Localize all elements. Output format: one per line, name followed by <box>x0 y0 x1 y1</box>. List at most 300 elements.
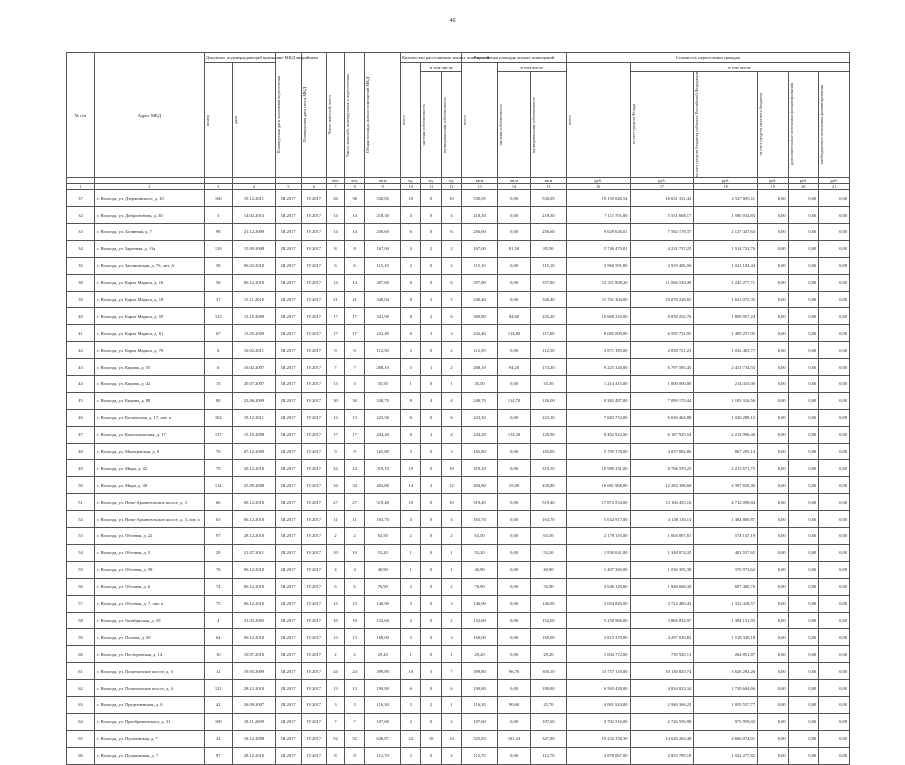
table-cell: 121 <box>204 680 232 697</box>
table-cell: III.2017 <box>276 190 302 207</box>
table-cell: 15 <box>204 376 232 393</box>
table-cell: 0 <box>421 342 441 359</box>
table-cell: III.2017 <box>276 544 302 561</box>
table-cell: 0,00 <box>758 426 789 443</box>
table-cell: 17 <box>344 426 364 443</box>
table-cell: 0,00 <box>788 257 819 274</box>
table-cell: 2 178 155,00 <box>566 528 630 545</box>
table-cell: 2 214 996,46 <box>694 426 758 443</box>
table-cell: 0,00 <box>497 274 530 291</box>
header-count-group: Количество расселяемых жилых помещений <box>401 53 462 63</box>
column-number-cell: 12 <box>441 184 461 190</box>
table-cell: 17 <box>327 325 345 342</box>
table-cell: 0,00 <box>819 494 850 511</box>
table-cell: 407,60 <box>365 274 401 291</box>
table-cell: 29,20 <box>365 646 401 663</box>
table-cell: 112,50 <box>365 342 401 359</box>
table-cell: 0,00 <box>819 460 850 477</box>
table-cell: 0,00 <box>497 224 530 241</box>
table-cell: 2 <box>327 646 345 663</box>
table-cell: 29 <box>204 544 232 561</box>
table-cell: 146,90 <box>462 595 498 612</box>
table-cell: IV.2017 <box>301 325 327 342</box>
table-cell: 11 701 304,00 <box>566 291 630 308</box>
table-cell: 97 <box>204 528 232 545</box>
table-cell: 2 919 406,56 <box>630 257 694 274</box>
table-cell: 867 295,14 <box>694 443 758 460</box>
table-cell: 1 <box>401 561 421 578</box>
table-cell: 0 <box>421 274 441 291</box>
table-cell: 63,50 <box>365 528 401 545</box>
table-cell: III.2017 <box>276 747 302 764</box>
table-cell: 40 <box>67 308 95 325</box>
table-cell: 8 282 487,00 <box>566 392 630 409</box>
table-cell: 0,00 <box>819 224 850 241</box>
table-cell: 6 <box>401 426 421 443</box>
table-cell: 10 <box>421 730 441 747</box>
table-cell: г. Вологда, ул. Октябрьская, д. 59 <box>95 612 205 629</box>
table-cell: 439,80 <box>531 477 567 494</box>
table-cell: 494,80 <box>462 477 498 494</box>
table-cell: 340,04 <box>365 291 401 308</box>
table-cell: 53,20 <box>531 544 567 561</box>
table-cell: 24 <box>344 663 364 680</box>
column-number-cell: 8 <box>344 184 364 190</box>
table-cell: IV.2017 <box>301 528 327 545</box>
column-number-cell: 13 <box>462 184 498 190</box>
table-cell: IV.2017 <box>301 291 327 308</box>
table-cell: г. Вологда, ул. Пугачевская, д. 7 <box>95 730 205 747</box>
table-cell: г. Вологда, ул. Преображенского, д. 31 <box>95 713 205 730</box>
table-cell: 0,00 <box>819 325 850 342</box>
table-cell: 0 <box>421 646 441 663</box>
table-cell: 3 871 185,00 <box>566 342 630 359</box>
table-cell: 256,60 <box>531 224 567 241</box>
table-cell: 94,20 <box>497 359 530 376</box>
unit-cell: руб. <box>788 178 819 184</box>
table-cell: 2 213 671,75 <box>694 460 758 477</box>
table-cell: г. Вологда, ул. Добролюбова, д. 30 <box>95 207 205 224</box>
header-total-area: Общая площадь жилых помещений МКД <box>365 77 371 154</box>
table-cell: IV.2017 <box>301 240 327 257</box>
table-cell: 399,80 <box>462 663 498 680</box>
table-cell: 2 646 129,00 <box>566 578 630 595</box>
table-cell: 0,00 <box>497 409 530 426</box>
table-cell: 63,50 <box>531 528 567 545</box>
table-cell: 0,00 <box>819 376 850 393</box>
table-cell: 181,34 <box>497 730 530 747</box>
table-cell: 0,00 <box>819 544 850 561</box>
table-cell: 4 837 882,86 <box>630 443 694 460</box>
table-row <box>67 494 850 511</box>
table-cell: 7 111 701,00 <box>566 207 630 224</box>
table-cell: 1 <box>441 696 461 713</box>
table-cell: 0,00 <box>819 747 850 764</box>
table-row <box>67 747 850 764</box>
table-cell: 169,00 <box>531 629 567 646</box>
table-cell: 0,00 <box>758 409 789 426</box>
table-cell: 1 <box>441 646 461 663</box>
table-cell: 6 <box>401 224 421 241</box>
table-cell: 0,00 <box>497 291 530 308</box>
table-cell: 70 <box>204 443 232 460</box>
table-cell: III.2017 <box>276 291 302 308</box>
table-cell: 20.07.2007 <box>232 376 275 393</box>
table-cell: 0,00 <box>758 392 789 409</box>
table-row <box>67 680 850 697</box>
table-cell: 165,80 <box>531 443 567 460</box>
table-cell: 9 <box>327 443 345 460</box>
table-cell: 37 <box>67 190 95 207</box>
table-row <box>67 646 850 663</box>
table-cell: 0,00 <box>819 308 850 325</box>
table-cell: 6 <box>344 578 364 595</box>
table-cell: 525,83 <box>462 730 498 747</box>
table-cell: III.2017 <box>276 308 302 325</box>
table-cell: г. Вологда, ул. Обозная, д. 58 <box>95 561 205 578</box>
table-cell: 739 920,13 <box>630 646 694 663</box>
table-cell: III.2017 <box>276 612 302 629</box>
table-cell: 19.12.2011 <box>232 409 275 426</box>
table-cell: 8 <box>327 747 345 764</box>
table-cell: III.2017 <box>276 325 302 342</box>
table-cell: г. Вологда, ул. Кирова, д. 35 <box>95 359 205 376</box>
table-cell: 0,00 <box>819 240 850 257</box>
table-cell: 8 <box>401 291 421 308</box>
table-cell: 4 297 020,82 <box>630 629 694 646</box>
table-cell: IV.2017 <box>301 224 327 241</box>
table-cell: 8 <box>327 240 345 257</box>
table-cell: 56 <box>67 578 95 595</box>
table-cell: 190,80 <box>462 680 498 697</box>
table-cell: 8 <box>401 392 421 409</box>
table-cell: 38 <box>67 274 95 291</box>
table-cell: 4 <box>441 426 461 443</box>
table-cell: 5 <box>441 291 461 308</box>
table-cell: 100 <box>204 713 232 730</box>
table-cell: 34 <box>67 240 95 257</box>
table-cell: 8 085 009,00 <box>566 325 630 342</box>
table-cell: 0,00 <box>788 511 819 528</box>
table-cell: 1 623 075,35 <box>694 291 758 308</box>
table-cell: 4 <box>204 612 232 629</box>
table-cell: 319,10 <box>531 460 567 477</box>
table-cell: 116,30 <box>462 696 498 713</box>
table-cell: 6 <box>441 224 461 241</box>
table-cell: 0,00 <box>788 528 819 545</box>
table-cell: 4 <box>327 561 345 578</box>
table-row <box>67 359 850 376</box>
table-cell: 13.10.2008 <box>232 308 275 325</box>
table-cell: 13.05.2009 <box>232 325 275 342</box>
table-cell: г. Вологда, ул. Предтеченская, д. 6 <box>95 696 205 713</box>
table-cell: 7 <box>327 713 345 730</box>
table-cell: 2 <box>441 747 461 764</box>
table-cell: 107,60 <box>365 713 401 730</box>
table-cell: 1 214 415,00 <box>566 376 630 393</box>
table-cell: 3 <box>421 663 441 680</box>
table-cell: IV.2017 <box>301 443 327 460</box>
table-cell: 165,80 <box>462 443 498 460</box>
table-cell: 530,05 <box>365 190 401 207</box>
table-cell: 23.06.2009 <box>232 392 275 409</box>
table-cell: 06.12.2010 <box>232 511 275 528</box>
table-cell: 0 <box>421 190 441 207</box>
unit-cell: чел. <box>344 178 364 184</box>
table-cell: 37 <box>204 291 232 308</box>
table-cell: 3 <box>441 595 461 612</box>
table-cell: 309,80 <box>462 308 498 325</box>
table-cell: 3 <box>327 696 345 713</box>
header-planned-demolition: Планируемая дата сноса МКД <box>301 87 307 143</box>
table-cell: 7 099 170,44 <box>630 392 694 409</box>
table-cell: 3 <box>441 629 461 646</box>
table-cell: 3 <box>421 291 441 308</box>
table-cell: 06.12.2010 <box>232 578 275 595</box>
table-cell: 163,70 <box>531 511 567 528</box>
table-cell: 152,60 <box>365 612 401 629</box>
table-cell: 13 <box>327 376 345 393</box>
table-cell: 46 <box>67 409 95 426</box>
table-cell: 0 <box>421 561 441 578</box>
table-cell: 0,00 <box>758 713 789 730</box>
table-cell: III.2017 <box>276 511 302 528</box>
table-cell: 5 632 917,00 <box>566 511 630 528</box>
table-cell: 40,90 <box>365 561 401 578</box>
table-cell: 0,00 <box>788 747 819 764</box>
table-cell: 64 <box>67 713 95 730</box>
table-cell: 50 <box>67 477 95 494</box>
table-cell: 0,00 <box>819 477 850 494</box>
header-count-total: всего <box>401 115 407 125</box>
table-cell: 6 565 428,00 <box>566 680 630 697</box>
table-cell: г. Вологда, ул. Заречная, д. 11а <box>95 240 205 257</box>
column-number-cell: 20 <box>788 184 819 190</box>
table-cell: 223,30 <box>462 409 498 426</box>
table-cell: 0,00 <box>758 578 789 595</box>
unit-cell: руб. <box>758 178 789 184</box>
table-cell: 0,00 <box>497 494 530 511</box>
table-cell: 6 <box>327 257 345 274</box>
table-cell: 0,00 <box>819 359 850 376</box>
table-cell: 84,60 <box>497 308 530 325</box>
table-cell: 1 022 277,82 <box>694 747 758 764</box>
table-cell: IV.2017 <box>301 713 327 730</box>
table-cell: 494,80 <box>365 477 401 494</box>
table-cell: г. Вологда, ул. Дзержинского, д. 10 <box>95 190 205 207</box>
table-cell: IV.2017 <box>301 207 327 224</box>
table-cell: 1 <box>441 376 461 393</box>
table-cell: 4 001 924,00 <box>566 696 630 713</box>
header-doc-number: номер <box>204 114 210 126</box>
header-cost-total: всего <box>566 115 572 125</box>
table-cell: 0,00 <box>788 325 819 342</box>
table-cell: 0,00 <box>819 511 850 528</box>
table-cell: 638,87 <box>365 730 401 747</box>
table-cell: 3 702 516,00 <box>566 713 630 730</box>
page-number: 40 <box>449 18 456 24</box>
table-cell: 0,00 <box>788 460 819 477</box>
table-cell: 119 <box>204 240 232 257</box>
table-cell: 0,00 <box>819 663 850 680</box>
table-row <box>67 696 850 713</box>
table-cell: 10 <box>401 663 421 680</box>
table-cell: III.2017 <box>276 561 302 578</box>
table-cell: 1 026 288,12 <box>694 409 758 426</box>
header-cost-extra: дополнительные источники финансирования <box>788 83 794 166</box>
table-cell: 39 <box>67 291 95 308</box>
table-cell: 1 041 184,44 <box>694 257 758 274</box>
table-cell: 126,00 <box>531 392 567 409</box>
table-cell: 1 604 007,81 <box>630 528 694 545</box>
header-cost-incl: в том числе <box>630 63 849 72</box>
table-cell: 117,60 <box>531 325 567 342</box>
table-cell: 28.12.2010 <box>232 747 275 764</box>
table-cell: 0,00 <box>819 680 850 697</box>
table-cell: г. Вологда, ул. Мира, д. 48 <box>95 477 205 494</box>
table-cell: 357,80 <box>531 274 567 291</box>
table-cell: 20.12.2010 <box>232 460 275 477</box>
table-cell: 0 <box>421 511 441 528</box>
table-row <box>67 544 850 561</box>
table-cell: 17 <box>327 426 345 443</box>
table-cell: 55 <box>67 561 95 578</box>
table-cell: 4 834 823,34 <box>630 680 694 697</box>
table-cell: 1 036 395,38 <box>630 561 694 578</box>
table-cell: III.2017 <box>276 646 302 663</box>
table-cell: 0,00 <box>819 713 850 730</box>
table-cell: 0,00 <box>819 190 850 207</box>
table-cell: 15.09.2008 <box>232 240 275 257</box>
table-cell: 0,00 <box>788 224 819 241</box>
table-cell: 1 <box>401 646 421 663</box>
table-cell: 0 <box>421 612 441 629</box>
table-cell: 0,00 <box>758 477 789 494</box>
table-row <box>67 224 850 241</box>
column-number-cell: 10 <box>401 184 421 190</box>
table-cell: 27 <box>344 494 364 511</box>
table-cell: г. Вологда, ул. Обозная, д. 5 <box>95 544 205 561</box>
table-cell: 6 187 925,54 <box>630 426 694 443</box>
table-cell: 112,70 <box>462 747 498 764</box>
table-row <box>67 257 850 274</box>
header-count-municipal: муниципальная собственность <box>441 96 447 153</box>
table-cell: 112,50 <box>462 342 498 359</box>
table-cell: 0,00 <box>788 392 819 409</box>
table-cell: 6 <box>441 409 461 426</box>
table-cell: 6 <box>401 274 421 291</box>
table-cell: IV.2017 <box>301 190 327 207</box>
table-cell: 0,00 <box>497 528 530 545</box>
header-count-private: частная собственность <box>421 103 427 146</box>
table-cell: 64 <box>204 629 232 646</box>
table-cell: г. Вологда, ул. Кирова, д. 42 <box>95 376 205 393</box>
table-cell: 0,00 <box>788 376 819 393</box>
table-cell: 17 872 554,00 <box>566 494 630 511</box>
table-cell: 165,80 <box>365 443 401 460</box>
table-cell: 34 <box>327 477 345 494</box>
table-cell: 0,00 <box>788 190 819 207</box>
table-cell: 1 245 277,71 <box>694 274 758 291</box>
table-cell: 0,00 <box>497 747 530 764</box>
table-cell: г. Вологда, ул. Обозная, д. 22 <box>95 528 205 545</box>
table-cell: 0,00 <box>758 544 789 561</box>
table-cell: IV.2017 <box>301 460 327 477</box>
table-cell: 114 <box>204 477 232 494</box>
column-number-cell: 3 <box>204 184 232 190</box>
table-cell: 256,60 <box>365 224 401 241</box>
table-cell: 0,00 <box>788 544 819 561</box>
table-cell: III.2017 <box>276 680 302 697</box>
table-cell: 2 <box>421 477 441 494</box>
table-cell: 3 878 067,00 <box>566 747 630 764</box>
table-cell: 6 <box>344 257 364 274</box>
table-cell: IV.2017 <box>301 663 327 680</box>
table-cell: III.2017 <box>276 528 302 545</box>
table-cell: 1 484 800,87 <box>694 511 758 528</box>
table-cell: 2 <box>401 528 421 545</box>
table-cell: 8 850 252,76 <box>630 308 694 325</box>
table-row <box>67 460 850 477</box>
table-cell: IV.2017 <box>301 680 327 697</box>
table-cell: 0,00 <box>758 730 789 747</box>
header-count-incl: в том числе <box>421 63 462 72</box>
table-cell: 06.12.2010 <box>232 595 275 612</box>
table-cell: 97 <box>204 747 232 764</box>
table-row <box>67 528 850 545</box>
table-cell: 697 460,70 <box>694 578 758 595</box>
table-cell: 2 <box>441 359 461 376</box>
table-cell: 30 <box>327 392 345 409</box>
table-cell: 519,40 <box>365 494 401 511</box>
table-cell: 9 <box>327 342 345 359</box>
table-cell: 4 231 737,25 <box>630 240 694 257</box>
table-cell: 2 726 556,98 <box>630 713 694 730</box>
table-cell: 0 <box>421 680 441 697</box>
table-cell: 6 <box>441 308 461 325</box>
table-cell: III.2017 <box>276 443 302 460</box>
table-cell: 399,80 <box>365 663 401 680</box>
header-cost-fund: за счет средств Фонда <box>630 104 636 145</box>
table-cell: 0,00 <box>758 274 789 291</box>
table-cell: 10 660 210,00 <box>566 308 630 325</box>
table-row <box>67 207 850 224</box>
table-cell: 114,30 <box>497 426 530 443</box>
table-cell: 10 <box>327 544 345 561</box>
table-cell: 3 <box>401 359 421 376</box>
table-cell: 13 <box>327 409 345 426</box>
table-cell: г. Вологда, ул. Обозная, д. 6 <box>95 578 205 595</box>
table-cell: 15 <box>344 595 364 612</box>
table-cell: 2 <box>344 528 364 545</box>
table-cell: 43 <box>67 359 95 376</box>
header-area-municipal: муниципальная собственность <box>531 96 537 153</box>
table-cell: 18.11.2009 <box>232 713 275 730</box>
unit-cell: руб. <box>630 178 694 184</box>
table-cell: 24 <box>344 460 364 477</box>
table-cell: 11 <box>327 511 345 528</box>
table-cell: 63,50 <box>462 528 498 545</box>
table-cell: 0,00 <box>758 325 789 342</box>
table-cell: 0,00 <box>758 646 789 663</box>
table-cell: 06.12.2010 <box>232 494 275 511</box>
table-cell: г. Вологда, ул. Попова, д. 50 <box>95 629 205 646</box>
table-cell: 10 980 231,00 <box>566 460 630 477</box>
table-cell: 357,80 <box>462 274 498 291</box>
table-cell: 1 830 631,00 <box>566 544 630 561</box>
table-cell: 1 948 668,30 <box>630 578 694 595</box>
table-cell: 0,00 <box>788 359 819 376</box>
